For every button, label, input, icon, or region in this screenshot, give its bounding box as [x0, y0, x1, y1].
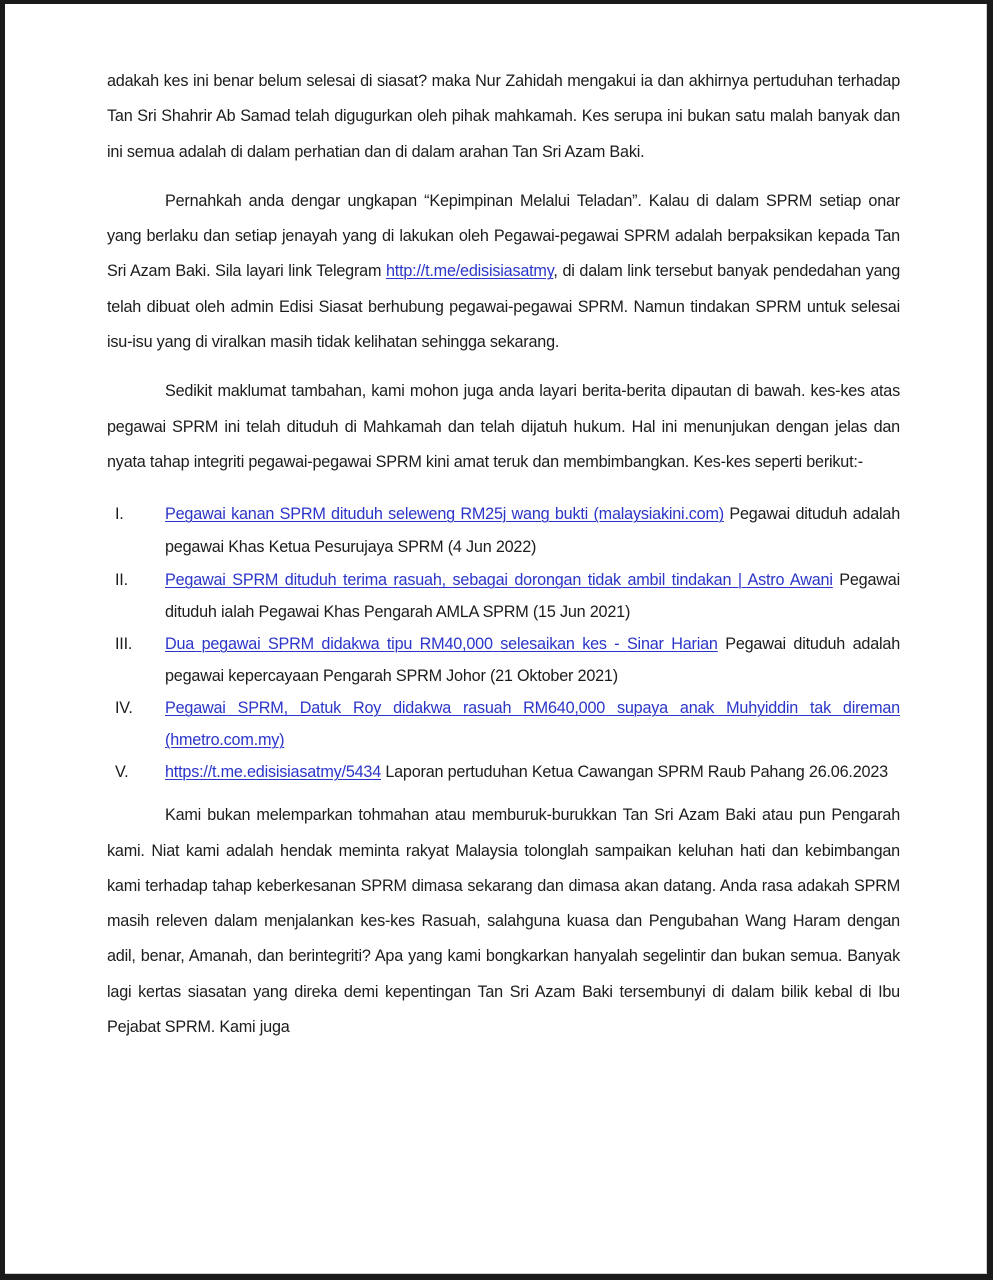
case-description: Laporan pertuduhan Ketua Cawangan SPRM Raub Pahang 26.06.2023	[381, 763, 888, 782]
document-page	[5, 4, 987, 1274]
case-item	[107, 628, 900, 692]
paragraph-gap	[107, 170, 900, 184]
telegram-link[interactable]: http://t.me/edisisiasatmy	[385, 262, 554, 281]
case-description: Pegawai dituduh adalah pegawai kepercayaan Pengarah SPRM Johor (21 Oktober 2021)	[165, 635, 900, 686]
case-item	[107, 692, 900, 756]
case-link-telegram-5434[interactable]: https://t.me.edisisiasatmy/5434	[165, 763, 382, 782]
case-numeral: III.	[115, 635, 133, 654]
case-item	[107, 756, 900, 788]
case-item	[107, 498, 900, 564]
case-item	[107, 564, 900, 628]
case-description: Pegawai dituduh adalah pegawai Khas Ketua Pesurujaya SPRM (4 Jun 2022)	[165, 505, 900, 557]
case-list	[107, 498, 900, 788]
paragraph-maklumat-tambahan: Sedikit maklumat tambahan, kami mohon juga anda layari berita-berita dipautan di bawah. kes-kes atas pegawai SPRM ini telah dituduh di Mahkamah dan telah dijatuh hukum. Hal ini menunjukan dengan jelas dan nyata tahap integriti pegawai-pegawai SPRM kini amat teruk dan membimbangkan. Kes-kes seperti berikut:-	[107, 382, 900, 471]
document-body	[107, 64, 900, 1045]
case-numeral: I.	[115, 505, 124, 524]
case-numeral: V.	[115, 763, 129, 782]
case-numeral: II.	[115, 571, 128, 590]
paragraph-gap	[107, 788, 900, 798]
paragraph-text: Pernahkah anda dengar ungkapan “Kepimpinan Melalui Teladan”. Kalau di dalam SPRM setiap onar yang berlaku dan setiap jenayah yang di lakukan oleh Pegawai-pegawai SPRM adalah berpaksikan kepada Tan Sri Azam Baki. Sila layari link Telegram	[107, 191, 900, 281]
case-link-sinar-harian[interactable]: Dua pegawai SPRM didakwa tipu RM40,000 selesaikan kes - Sinar Harian	[165, 635, 718, 654]
paragraph-continuation: adakah kes ini benar belum selesai di siasat? maka Nur Zahidah mengakui ia dan akhirnya pertuduhan terhadap Tan Sri Shahrir Ab Samad telah digugurkan oleh pihak mahkamah. Kes serupa ini bukan satu malah banyak dan ini semua adalah di dalam perhatian dan di dalam arahan Tan Sri Azam Baki.	[107, 72, 900, 161]
case-link-astro-awani[interactable]: Pegawai SPRM dituduh terima rasuah, sebagai dorongan tidak ambil tindakan | Astro Awani	[165, 571, 833, 590]
case-description: Pegawai dituduh ialah Pegawai Khas Pengarah AMLA SPRM (15 Jun 2021)	[165, 571, 900, 622]
case-numeral: IV.	[115, 699, 133, 718]
paragraph-kami-bukan: Kami bukan melemparkan tohmahan atau memburuk-burukkan Tan Sri Azam Baki atau pun Pengarah kami. Niat kami adalah hendak meminta rakyat Malaysia tolonglah sampaikan keluhan hati dan kebimbangan kami terhadap tahap keberkesanan SPRM dimasa sekarang dan dimasa akan datang. Anda rasa adakah SPRM masih releven dalam menjalankan kes-kes Rasuah, salahguna kuasa dan Pengubahan Wang Haram dengan adil, benar, Amanah, dan berintegriti? Apa yang kami bongkarkan hanyalah segelintir dan bukan semua. Banyak lagi kertas siasatan yang direka demi kepentingan Tan Sri Azam Baki tersembunyi di dalam bilik kebal di Ibu Pejabat SPRM. Kami juga	[107, 806, 900, 1037]
paragraph-gap	[107, 480, 900, 498]
case-link-malaysiakini[interactable]: Pegawai kanan SPRM dituduh seleweng RM25j wang bukti (malaysiakini.com)	[165, 505, 724, 524]
paragraph-gap	[107, 360, 900, 374]
case-link-hmetro[interactable]: Pegawai SPRM, Datuk Roy didakwa rasuah RM640,000 supaya anak Muhyiddin tak direman (hmetro.com.my)	[165, 699, 900, 750]
paragraph-text: , di dalam link tersebut banyak pendedahan yang telah dibuat oleh admin Edisi Siasat berhubung pegawai-pegawai SPRM. Namun tindakan SPRM untuk selesai isu-isu yang di viralkan masih tidak kelihatan sehingga sekarang.	[107, 262, 900, 352]
paragraph-kepimpinan	[107, 184, 900, 360]
